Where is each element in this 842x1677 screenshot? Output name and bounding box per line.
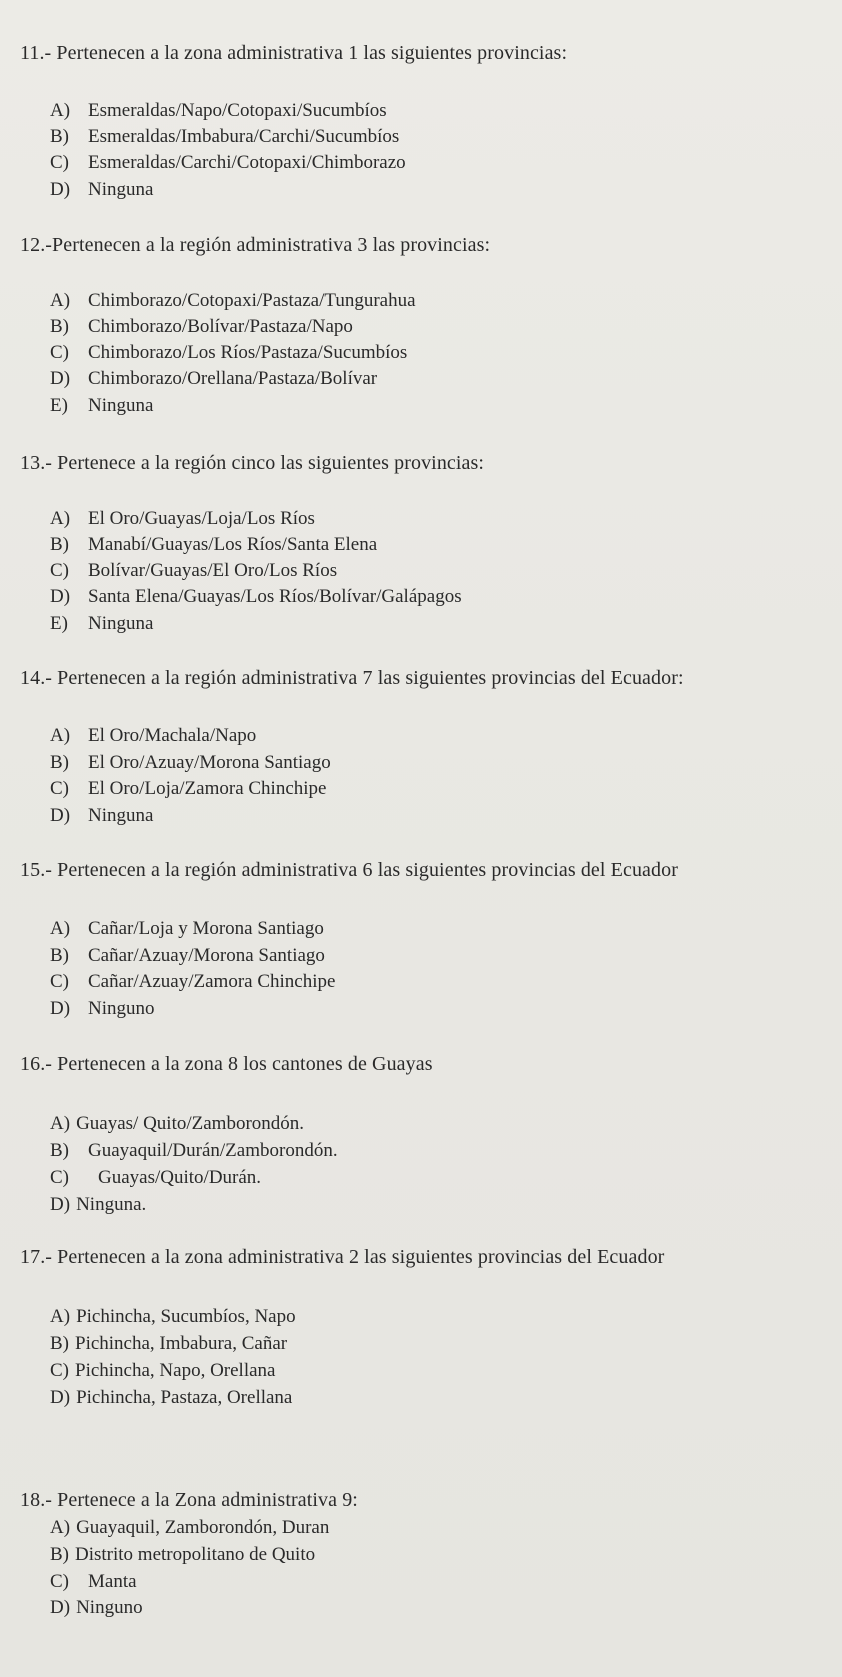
option-a: A) El Oro/Guayas/Loja/Los Ríos xyxy=(50,508,315,529)
option-c: C) Guayas/Quito/Durán. xyxy=(50,1167,262,1188)
question-text: 17.- Pertenecen a la zona administrativa 2 las siguientes provincias del Ecuador xyxy=(20,1246,665,1268)
question-text: 14.- Pertenecen a la región administrativa 7 las siguientes provincias del Ecuador: xyxy=(20,667,684,689)
option-b: B) Cañar/Azuay/Morona Santiago xyxy=(50,945,325,966)
question-text: 11.- Pertenecen a la zona administrativa 1 las siguientes provincias: xyxy=(20,42,568,64)
option-a: A) Guayas/ Quito/Zamborondón. xyxy=(50,1113,305,1134)
option-e: E) Ninguna xyxy=(50,395,154,416)
option-d: D) Santa Elena/Guayas/Los Ríos/Bolívar/Galápagos xyxy=(50,586,462,607)
question-text: 13.- Pertenece a la región cinco las siguientes provincias: xyxy=(20,452,485,474)
option-b: B) Guayaquil/Durán/Zamborondón. xyxy=(50,1140,338,1161)
option-d: D) Ninguna xyxy=(50,805,154,826)
option-c: C) Esmeraldas/Carchi/Cotopaxi/Chimborazo xyxy=(50,152,406,173)
option-a: A) El Oro/Machala/Napo xyxy=(50,725,257,746)
question-text: 16.- Pertenecen a la zona 8 los cantones de Guayas xyxy=(20,1053,433,1075)
option-d: D) Ninguno xyxy=(50,1597,143,1618)
option-c: C) Bolívar/Guayas/El Oro/Los Ríos xyxy=(50,560,338,581)
option-c: C) Pichincha, Napo, Orellana xyxy=(50,1360,276,1381)
option-e: E) Ninguna xyxy=(50,613,154,634)
option-d: D) Ninguna xyxy=(50,179,154,200)
question-text: 12.-Pertenecen a la región administrativa 3 las provincias: xyxy=(20,234,491,256)
option-d: D) Pichincha, Pastaza, Orellana xyxy=(50,1387,293,1408)
option-b: B) El Oro/Azuay/Morona Santiago xyxy=(50,752,331,773)
option-d: D) Chimborazo/Orellana/Pastaza/Bolívar xyxy=(50,368,378,389)
option-a: A) Pichincha, Sucumbíos, Napo xyxy=(50,1306,296,1327)
option-d: D) Ninguno xyxy=(50,998,155,1019)
option-c: C) Manta xyxy=(50,1571,137,1592)
option-d: D) Ninguna. xyxy=(50,1194,147,1215)
option-b: B) Manabí/Guayas/Los Ríos/Santa Elena xyxy=(50,534,378,555)
option-b: B) Chimborazo/Bolívar/Pastaza/Napo xyxy=(50,316,353,337)
option-b: B) Esmeraldas/Imbabura/Carchi/Sucumbíos xyxy=(50,126,400,147)
option-a: A) Guayaquil, Zamborondón, Duran xyxy=(50,1517,330,1538)
option-c: C) Cañar/Azuay/Zamora Chinchipe xyxy=(50,971,336,992)
option-a: A) Esmeraldas/Napo/Cotopaxi/Sucumbíos xyxy=(50,100,387,121)
question-text: 15.- Pertenecen a la región administrativa 6 las siguientes provincias del Ecuador xyxy=(20,859,678,881)
option-b: B) Distrito metropolitano de Quito xyxy=(50,1544,316,1565)
option-b: B) Pichincha, Imbabura, Cañar xyxy=(50,1333,288,1354)
option-a: A) Chimborazo/Cotopaxi/Pastaza/Tungurahua xyxy=(50,290,416,311)
option-c: C) Chimborazo/Los Ríos/Pastaza/Sucumbíos xyxy=(50,342,408,363)
option-a: A) Cañar/Loja y Morona Santiago xyxy=(50,918,324,939)
option-c: C) El Oro/Loja/Zamora Chinchipe xyxy=(50,778,327,799)
question-text: 18.- Pertenece a la Zona administrativa 9: xyxy=(20,1489,358,1511)
